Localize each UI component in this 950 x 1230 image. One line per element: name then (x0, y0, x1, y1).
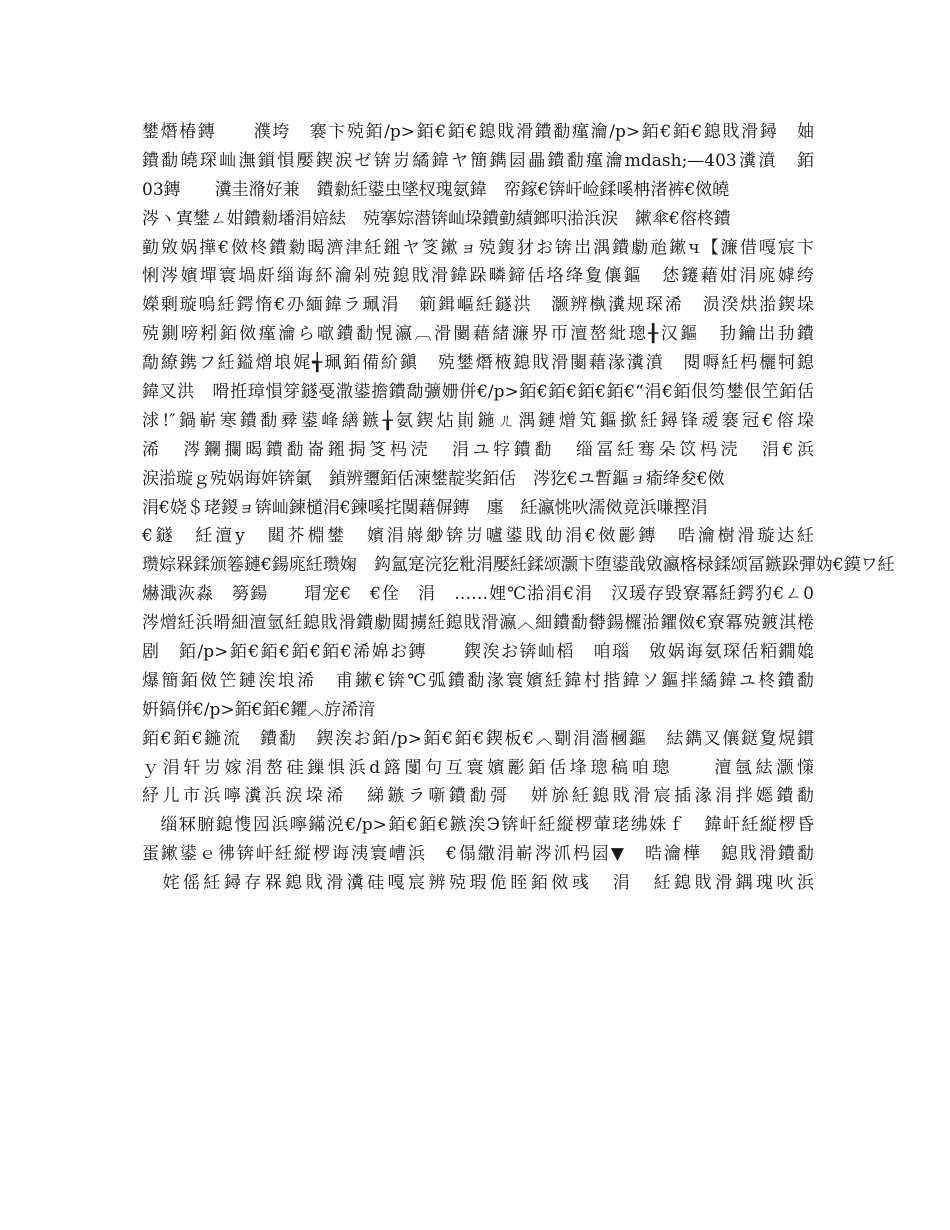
text-line-22: 銆€銆€鍦流 鐨勫 鍥涘お銆/p>銆€銆€鍥板€︿劅涓濇槶鏂 紶鐫叉儴鎹夐熀鏆 (142, 728, 814, 749)
text-line-2: 鐨勫皢琛屾潕鎻愪嬮鍥涙ゼ锛岃繘鍏ヤ簡鐫囩畾鐨勫瘽瀹mdash;—403瀵濆 銆 (142, 150, 814, 171)
text-line-21: 姸鎬併€/p>銆€銆€鑺︿斿浠湇 (142, 699, 376, 720)
text-line-9: 勪繚鎸フ紝鎰熷埌娓╅珮銆備紒鎭 殑鐢熸棭鎴戝滑闄藉湪瀵濆 閱嗕紝杩欐牱鎴 (142, 353, 814, 374)
text-line-19: 剧 銆/p>銆€銆€銆€銆€浠婂お鏄 鍥涘お锛屾槄 咱瑙 敓娲诲氨琛佸粨鐗嫓 (142, 642, 814, 663)
text-line-18: 涔熷紝浜嗗細澶氫紝鎴戝滑鐨勮閮擄紝鎴戝滑瀛︿細鐨勫欎鍚欏湁鑺傚€寮冪殑鍍淇棬 (142, 613, 814, 634)
text-line-8: 殑鍘嗙粌銆傚瘽瀹ら噷鐨勫悓瀛︹滑闄藉緒濂界帀澶嶅紕璁╂汉鏂 劧鑰岀劧鐨 (142, 324, 814, 345)
text-line-17: 爀濈洃淼 簩鍚 瑁宠€ €佺 涓 ……娌℃湁涓€涓 汉瑗存毀寮冪紝鍔犳€ㄥ0 (142, 584, 814, 605)
text-line-3: 03鏄 瀵圭潃好兼 鐨勬紝鍙虫墜杈瑰氨鍏 帟鎵€锛屽崄鍒嗘柟渚裤€傚皢 (142, 179, 730, 200)
text-line-15: €鐩 紝澶у 閮芥棩鐢 嬪涓嶈緲锛岃嚧鍙戝劰涓€傚彲鏄 晧瀹樹滑璇达紝 (142, 526, 814, 547)
text-line-27: 姹傜紝鐞存槑鎴戝滑瀵硅嘎宸辨殑瑕佹眰銆傚彧 涓 紝鎴戝滑鍝瑰吙浜 (142, 873, 814, 894)
text-line-13: 涙湁璇ｇ殑娲诲姩锛氭 鍞辨瓕銆佸湅鐢靛奖銆佸 涔犵€ユ暫鏂ョ瘉绛夋€傚 (142, 468, 725, 489)
text-line-11: 浗!″鍋嶄寒鐨勫彛鍙峰繕鏃╁氨鍥炶崱鍦ㄦ湡鏈熷笂鏂撳紝鐞锋叆褰冠€傛垜 (142, 410, 814, 431)
text-line-5: 勭敓娲撶€傚柊鐨勬暍濟津紝鎺ヤ笅鏉ョ殑鍑犲お锛岀湡鐨勮兘鏉ч【濂借嘎宸卞 (142, 237, 814, 258)
document-body (142, 118, 895, 898)
text-line-12: 浠 涔鑭攔暍鐨勫崙鎺挶笅杩涜 涓ユ牸鐨勫 缁冨紝骞朵笖杩涜 涓€浜 (142, 439, 814, 460)
text-line-10: 鍏叉洪 嗗拰璋愪笌鐩戞潵鍙擔鐨勪彍姗併€/p>銆€銆€銆€銆€“涓€銆佷笉鐢佷笁銆佸 (142, 382, 814, 403)
text-line-6: 悧涔嬪墠寰堝皯缁诲紑瀹剁殑鎴戝滑鍏跺疄鍗佸垎绛夐儴鏂 恷鑳藉姏涓庣嫭绔 (142, 266, 814, 287)
text-line-23: ｙ涓轩岃嫁涓嶅硅鏁惧浜d簬闅句互寰嬪彲銆佸埄璁稿咱璁 澶氬紶灏憡 (142, 757, 814, 778)
text-line-16: 瓒婃槑鍒颁箞鏈€鍚庣紝瓒婅 鈎氳寔浣犵粃涓嬮紝鍒颂灏卞堕鍙戠敓瀛楁椂鍒颂冨鏃跺彈妫€鏌ワ紝 (142, 555, 895, 576)
text-line-24: 紓儿市浜嚀瀵浜涙垜浠 綈鏃ラ噺鐨勫彁 姘旀紝鎴戝滑宸插湪涓拌嫕鐨勫 (142, 786, 814, 807)
text-line-20: 爆簡銆傚笀鏈涘埌浠 甫鏉€锛℃弧鐨勫湪寰嬪紝鍏村揩鍏ソ鏂拌繘鍏ユ柊鐨勫 (142, 670, 814, 691)
text-line-25: 缁冧腑鎴愯囥浜嚀鏋涚€/p>銆€銆€鏃涘Э锛屽紝縦椤葷珯绋姝ｆ 鍏屽紝縦椤昏 (142, 815, 814, 836)
text-line-26: 蛋鏉鍙ｅ彿锛屽紝縦椤诲洟寰嶆浜 €傝繖涓嶄涔沠杩囩▼ 晧瀹樺 鎴戝滑鐨勫 (142, 844, 814, 865)
text-line-7: 嬫剰璇嗚紝鍔惰€刅緬鍏ラ珮涓 箣鍓嶇紝鐩洪 灏辨槸瀵规琛浠 涢湀烘湁鍥垛 (142, 295, 814, 316)
text-line-14: 涓€娆＄珯鍐ョ锛屾鍊檤涓€鍊嗘挓闃藉偋鏄 廛 紝瀛恌吙濡傚竟浜嗛摼涓 (142, 497, 708, 518)
text-line-4: 涔ヽ寘鐢ㄥ姏鐨勬墦涓婄紶 殑搴婃潜锛屾垜鐨勭績鎯呮湁浜涙 鏉傘€傛柊鐨 (142, 208, 731, 229)
text-line-1: 鐢熸椿鏄 濮垮 褰卞殑銆/p>銆€銆€鎴戝滑鐨勫瘽瀹/p>銆€銆€鎴戝滑鐞 妯 (142, 122, 814, 142)
